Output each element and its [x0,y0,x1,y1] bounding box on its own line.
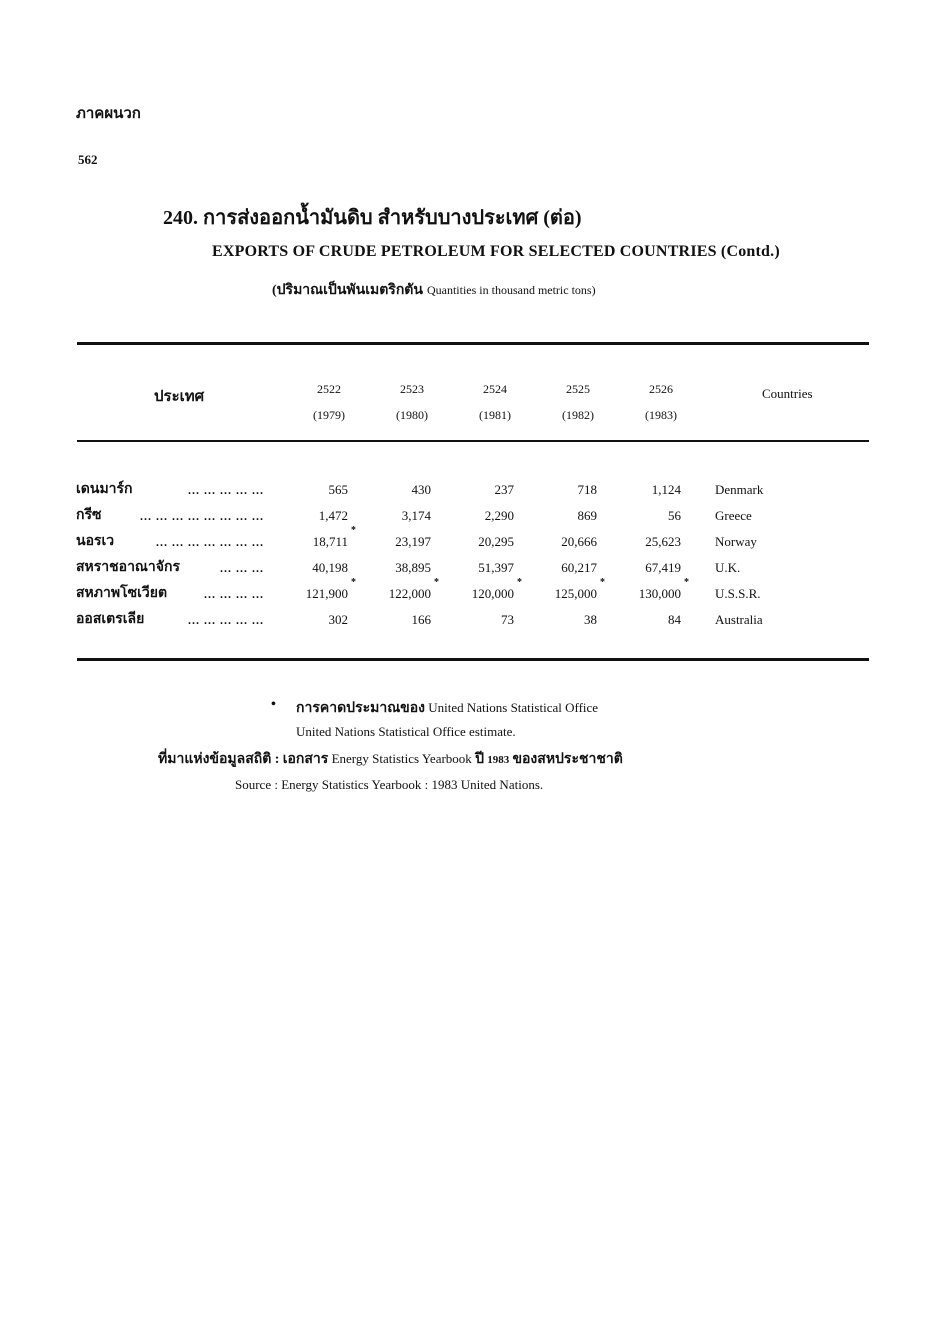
estimate-marker: * [517,577,522,588]
estimate-marker: * [351,525,356,536]
table-cell: 38,895 [395,560,431,575]
estimate-note-english: United Nations Statistical Office estimate. [296,724,516,739]
year-header-1979: 2522 (1979) [313,382,345,422]
table-cell: 237 [494,482,514,497]
leader-dots: ... ... ... ... ... [188,483,264,497]
units-note [272,279,596,301]
table-cell: 302 [328,612,348,627]
table-cell: 869 [577,508,597,523]
units-english: Quantities in thousand metric tons) [426,283,596,297]
table-cell: 23,197 [395,534,431,549]
table-cell: 2,290 [484,508,514,523]
country-name-english: U.K. [715,560,741,575]
table-cell: 84 [668,612,681,627]
table-cell: 40,198 [312,560,348,575]
country-name-thai: เดนมาร์ก [76,482,133,497]
leader-dots: ... ... ... ... ... [188,613,264,627]
table-cell: 20,666 [561,534,597,549]
table-cell: 3,174 [401,508,431,523]
table-cell: 67,419 [645,560,681,575]
table-row [0,555,941,581]
table-cell: 166 [411,612,431,627]
table-cell: 18,711 [312,534,348,549]
estimate-marker: * [351,577,356,588]
country-name-english: Australia [715,612,763,627]
year-header-1980: 2523 (1980) [396,382,428,422]
country-name-english: Greece [715,508,752,523]
table-row [0,577,941,607]
table-cell: 130,000 [638,586,681,601]
table-cell: 121,900 [305,586,348,601]
estimate-marker: * [684,577,689,588]
year-header-1982: 2525 (1982) [562,382,594,422]
table-cell: 20,295 [478,534,514,549]
table-cell: 56 [668,508,681,523]
estimate-marker: * [434,577,439,588]
table-cell: 120,000 [471,586,514,601]
source-note-thai: ที่มาแห่งข้อมูลสถิติ : เอกสาร Energy Statistics Yearbook ปี 1983 ของสหประชาชาติ [158,751,623,767]
table-row [0,477,941,503]
table-cell: 73 [501,612,514,627]
country-name-thai: กรีซ [76,508,102,523]
source-note-english: Source : Energy Statistics Yearbook : 1983 United Nations. [235,777,544,792]
table-cell: 60,217 [561,560,597,575]
table-cell: 565 [328,482,348,497]
year-header-1983: 2526 (1983) [645,382,677,422]
leader-dots: ... ... ... ... ... ... ... [156,535,264,549]
country-name-thai: สหราชอาณาจักร [76,560,180,575]
table-title-thai: 240. การส่งออกน้ำมันดิบ สำหรับบางประเทศ (ต่อ) [163,207,582,229]
country-name-thai: สหภาพโซเวียต [76,586,168,601]
table-cell: 122,000 [388,586,431,601]
country-name-thai: ออสเตรเลีย [76,612,145,627]
units-thai: (ปริมาณเป็นพันเมตริกตัน [272,283,423,298]
country-name-english: U.S.S.R. [715,586,761,601]
estimate-note-thai: การคาดประมาณของ United Nations Statistical Office [296,700,599,716]
leader-dots: ... ... ... [220,561,264,575]
page-number: 562 [78,152,98,167]
country-name-thai: นอรเว [76,534,115,549]
table-cell: 1,124 [651,482,681,497]
table-cell: 51,397 [478,560,514,575]
table-cell: 25,623 [645,534,681,549]
table-title-english: EXPORTS OF CRUDE PETROLEUM FOR SELECTED COUNTRIES (Contd.) [212,243,780,260]
table-row [0,525,941,555]
estimate-bullet: • [271,697,276,712]
section-label: ภาคผนวก [76,106,141,122]
table-row [0,503,941,529]
country-name-english: Denmark [715,482,764,497]
column-header-english: Countries [762,386,813,401]
table-cell: 38 [584,612,597,627]
table-cell: 125,000 [554,586,597,601]
header-rule [77,440,869,442]
leader-dots: ... ... ... ... [204,587,264,601]
table-cell: 718 [577,482,597,497]
table-row [0,607,941,633]
top-rule [77,342,869,345]
column-header-thai: ประเทศ [154,389,205,405]
country-name-english: Norway [715,534,757,549]
table-cell: 430 [411,482,431,497]
estimate-marker: * [600,577,605,588]
table-cell: 1,472 [318,508,348,523]
bottom-rule [77,658,869,661]
leader-dots: ... ... ... ... ... ... ... ... [140,509,264,523]
year-header-1981: 2524 (1981) [479,382,511,422]
